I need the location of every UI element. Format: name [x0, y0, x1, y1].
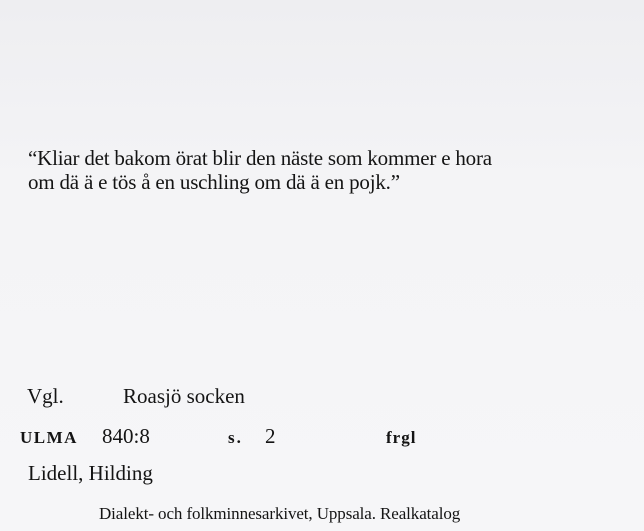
category-code: frgl	[386, 428, 417, 447]
page-label: s.	[228, 428, 243, 447]
place-row	[27, 384, 245, 409]
archive-number: 840:8	[102, 424, 150, 448]
archive-code: ULMA	[20, 428, 78, 447]
informant-name: Lidell, Hilding	[28, 461, 153, 485]
parish-label: Roasjö socken	[123, 384, 245, 408]
quote-text	[28, 146, 628, 194]
quote-line-2: om dä ä e tös å en uschling om dä ä en pojk.”	[28, 170, 400, 194]
page-value: 2	[265, 424, 276, 448]
footer-institution: Dialekt- och folkminnesarkivet, Uppsala. Realkatalog	[99, 504, 461, 523]
province-label: Vgl.	[27, 384, 64, 408]
reference-row	[20, 424, 620, 452]
quote-line-1: “Kliar det bakom örat blir den näste som kommer e hora	[28, 146, 492, 170]
